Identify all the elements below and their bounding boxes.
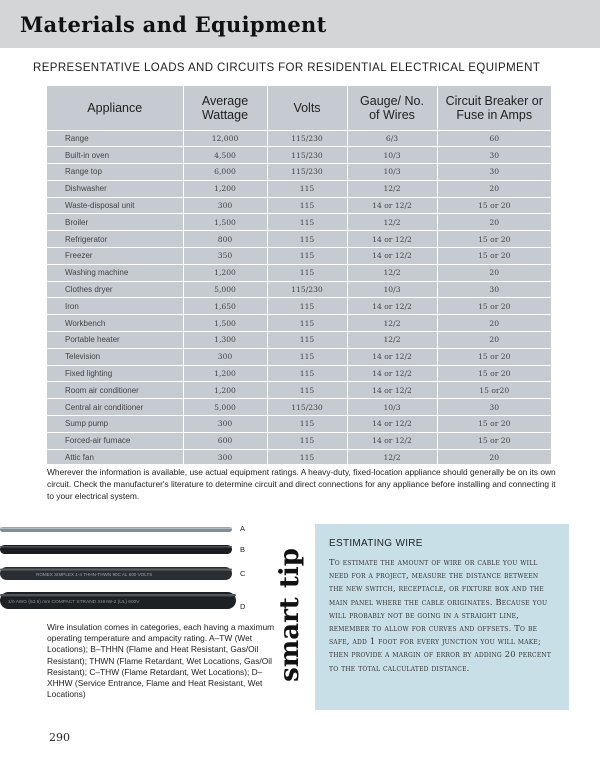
table-row [47, 298, 551, 315]
cell-wattage: 1,500 [183, 315, 267, 332]
cell-breaker: 30 [437, 164, 551, 181]
cell-volts: 115/230 [267, 399, 347, 416]
header-average-wattage: Average Wattage [183, 86, 267, 130]
table-row [47, 348, 551, 365]
table-row [47, 432, 551, 449]
cell-volts: 115/230 [267, 164, 347, 181]
cell-gauge: 14 or 12/2 [347, 382, 437, 399]
cell-gauge: 10/3 [347, 281, 437, 298]
cell-breaker: 20 [437, 264, 551, 281]
cell-gauge: 14 or 12/2 [347, 416, 437, 433]
cell-volts: 115 [267, 365, 347, 382]
cell-gauge: 12/2 [347, 449, 437, 466]
cell-breaker: 15 or 20 [437, 231, 551, 248]
wire-label-a: A [240, 524, 246, 533]
cell-gauge: 14 or 12/2 [347, 197, 437, 214]
cell-wattage: 5,000 [183, 281, 267, 298]
wire-d-print: 1/0 AWG (53.5) mm COMPACT STRAND XHHW-2 (UL) 600V [8, 600, 140, 605]
cell-wattage: 600 [183, 432, 267, 449]
cell-volts: 115 [267, 348, 347, 365]
cell-gauge: 10/3 [347, 147, 437, 164]
cell-volts: 115 [267, 449, 347, 466]
table-row [47, 180, 551, 197]
cell-breaker: 20 [437, 214, 551, 231]
cell-appliance: Forced-air furnace [47, 432, 183, 449]
table-note: Wherever the information is available, use actual equipment ratings. A heavy-duty, fixed-location appliance should generally be on its own circuit. Check the manufacturer's literature to determine circuit and direct connections for any appliance before installing and connecting it to your electrical system. [47, 467, 556, 501]
table-row [47, 164, 551, 181]
cell-breaker: 60 [437, 130, 551, 147]
cell-appliance: Freezer [47, 248, 183, 265]
cell-appliance: Workbench [47, 315, 183, 332]
table-row [47, 332, 551, 349]
cell-gauge: 14 or 12/2 [347, 231, 437, 248]
cell-wattage: 300 [183, 197, 267, 214]
cell-volts: 115/230 [267, 281, 347, 298]
cell-wattage: 1,200 [183, 365, 267, 382]
cell-appliance: Built-in oven [47, 147, 183, 164]
cell-volts: 115 [267, 264, 347, 281]
table-row [47, 264, 551, 281]
cell-gauge: 12/2 [347, 264, 437, 281]
cell-breaker: 30 [437, 399, 551, 416]
cell-gauge: 14 or 12/2 [347, 365, 437, 382]
cell-wattage: 300 [183, 416, 267, 433]
table-row [47, 231, 551, 248]
wire-b [0, 545, 232, 554]
table-row [47, 365, 551, 382]
cell-appliance: Clothes dryer [47, 281, 183, 298]
cell-volts: 115 [267, 197, 347, 214]
cell-volts: 115 [267, 298, 347, 315]
cell-gauge: 12/2 [347, 315, 437, 332]
cell-breaker: 15 or 20 [437, 248, 551, 265]
cell-breaker: 20 [437, 315, 551, 332]
cell-wattage: 6,000 [183, 164, 267, 181]
cell-volts: 115 [267, 315, 347, 332]
table-body [47, 130, 551, 466]
cell-breaker: 15 or 20 [437, 416, 551, 433]
smart-tip-label: smart tip [275, 548, 305, 682]
cell-wattage: 1,200 [183, 382, 267, 399]
smart-tip-heading: ESTIMATING WIRE [329, 538, 423, 549]
header-volts: Volts [267, 86, 347, 130]
cell-wattage: 1,500 [183, 214, 267, 231]
header-circuit-breaker: Circuit Breaker or Fuse in Amps [437, 86, 551, 130]
table-row [47, 382, 551, 399]
loads-table [47, 86, 551, 466]
page-number: 290 [49, 731, 70, 744]
cell-breaker: 15 or20 [437, 382, 551, 399]
table-row [47, 399, 551, 416]
cell-breaker: 30 [437, 281, 551, 298]
cell-appliance: Dishwasher [47, 180, 183, 197]
cell-volts: 115 [267, 432, 347, 449]
wire-label-c: C [240, 569, 246, 578]
cell-appliance: Television [47, 348, 183, 365]
header-appliance: Appliance [87, 100, 143, 115]
cell-wattage: 1,650 [183, 298, 267, 315]
cell-appliance: Range [47, 130, 183, 147]
cell-wattage: 300 [183, 348, 267, 365]
cell-gauge: 12/2 [347, 214, 437, 231]
cell-volts: 115/230 [267, 147, 347, 164]
table-row [47, 449, 551, 466]
cell-wattage: 12,000 [183, 130, 267, 147]
cell-wattage: 5,000 [183, 399, 267, 416]
cell-appliance: Broiler [47, 214, 183, 231]
cell-volts: 115 [267, 231, 347, 248]
cell-volts: 115/230 [267, 130, 347, 147]
wire-a [0, 527, 232, 532]
cell-gauge: 14 or 12/2 [347, 348, 437, 365]
cell-wattage: 1,200 [183, 180, 267, 197]
cell-appliance: Fixed lighting [47, 365, 183, 382]
cell-gauge: 12/2 [347, 180, 437, 197]
cell-breaker: 20 [437, 180, 551, 197]
cell-volts: 115 [267, 180, 347, 197]
cell-appliance: Washing machine [47, 264, 183, 281]
cell-gauge: 12/2 [347, 332, 437, 349]
table-row [47, 315, 551, 332]
table-row [47, 197, 551, 214]
cell-volts: 115 [267, 214, 347, 231]
cell-appliance: Attic fan [47, 449, 183, 466]
cell-breaker: 30 [437, 147, 551, 164]
cell-breaker: 15 or 20 [437, 432, 551, 449]
cell-gauge: 14 or 12/2 [347, 248, 437, 265]
smart-tip-box [315, 524, 569, 710]
cell-wattage: 4,500 [183, 147, 267, 164]
table-row [47, 416, 551, 433]
cell-gauge: 14 or 12/2 [347, 432, 437, 449]
cell-appliance: Refrigerator [47, 231, 183, 248]
cell-breaker: 20 [437, 332, 551, 349]
smart-tip-body: To estimate the amount of wire or cable you will need for a project, measure the distance between the new switch, receptacle, or fixture box and the main panel where the cable originates. Because you will probably not be going in a straight line, remember to allow for curves and offsets. To be safe, add 1 foot for every junction you will make; then provide a margin of error by adding 20 percent to the total calculated distance. [329, 557, 552, 673]
cell-wattage: 300 [183, 449, 267, 466]
table-row [47, 281, 551, 298]
cell-wattage: 350 [183, 248, 267, 265]
cell-volts: 115 [267, 332, 347, 349]
cell-volts: 115 [267, 248, 347, 265]
cell-volts: 115 [267, 382, 347, 399]
table-row [47, 214, 551, 231]
cell-breaker: 15 or 20 [437, 197, 551, 214]
table-header-row [47, 86, 551, 130]
cell-appliance: Range top [47, 164, 183, 181]
cell-wattage: 800 [183, 231, 267, 248]
table-title: REPRESENTATIVE LOADS AND CIRCUITS FOR RESIDENTIAL ELECTRICAL EQUIPMENT [33, 62, 541, 74]
wire-c-print: ROMEX SIMPLEX 1-4 THHN-THWN 90C AL 600 VOLTS [36, 572, 153, 577]
wire-d [0, 592, 236, 609]
table-row [47, 248, 551, 265]
cell-appliance: Central air conditioner [47, 399, 183, 416]
wire-insulation-caption: Wire insulation comes in categories, each having a maximum operating temperature and ampacity rating. A–TW (Wet Locations); B–THHN (Flame and Heat Resistant, Gas/Oil Resistant); THWN (Flame Retardant, Wet Locations, Gas/Oil Resistant); C–THW (Flame Retardant, Wet Locations); D–XHHW (Service Entrance, Flame and Heat Resistant, Wet Locations) [47, 622, 275, 700]
cell-appliance: Iron [47, 298, 183, 315]
cell-gauge: 14 or 12/2 [347, 298, 437, 315]
header-gauge-wires: Gauge/ No. of Wires [347, 86, 437, 130]
cell-breaker: 15 or 20 [437, 348, 551, 365]
wire-label-d: D [240, 602, 246, 611]
wire-c [0, 567, 232, 580]
page-title: Materials and Equipment [20, 12, 327, 37]
loads-table-container [47, 86, 551, 464]
cell-wattage: 1,200 [183, 264, 267, 281]
wire-samples-illustration [0, 518, 250, 618]
cell-breaker: 15 or 20 [437, 365, 551, 382]
cell-appliance: Portable heater [47, 332, 183, 349]
table-row [47, 147, 551, 164]
cell-breaker: 15 or 20 [437, 298, 551, 315]
cell-gauge: 10/3 [347, 164, 437, 181]
cell-appliance: Sump pump [47, 416, 183, 433]
cell-gauge: 6/3 [347, 130, 437, 147]
cell-breaker: 20 [437, 449, 551, 466]
wire-samples-svg [0, 518, 250, 618]
cell-appliance: Room air conditioner [47, 382, 183, 399]
cell-wattage: 1,300 [183, 332, 267, 349]
cell-gauge: 10/3 [347, 399, 437, 416]
wire-label-b: B [240, 545, 246, 554]
cell-volts: 115 [267, 416, 347, 433]
cell-appliance: Waste-disposal unit [47, 197, 183, 214]
table-row [47, 130, 551, 147]
